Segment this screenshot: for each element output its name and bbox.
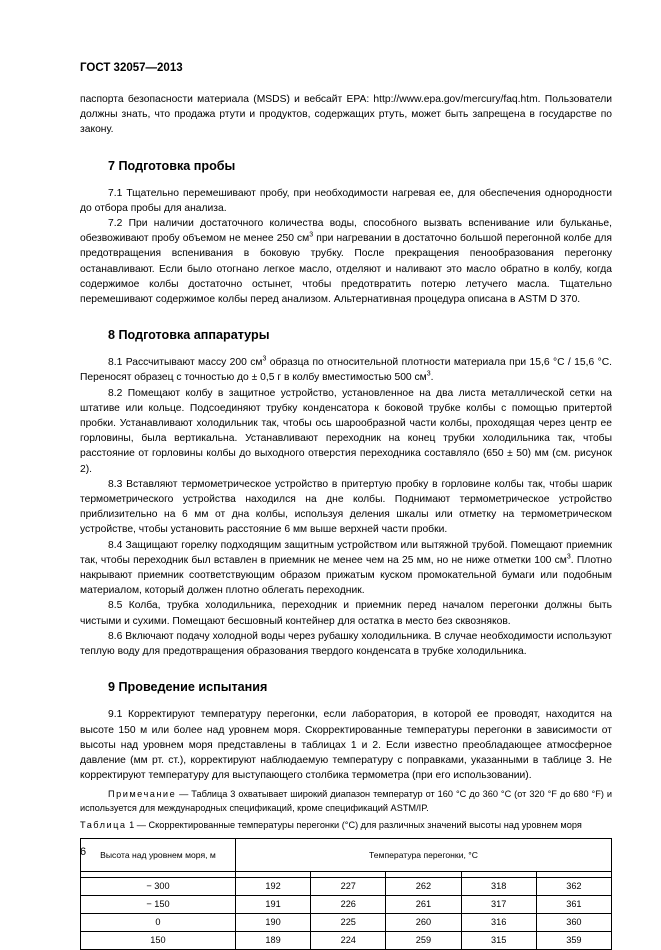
section-9-title: 9 Проведение испытания bbox=[108, 680, 268, 695]
temperature-cell: 225 bbox=[311, 914, 386, 932]
altitude-cell: 150 bbox=[81, 932, 236, 950]
table-1 bbox=[80, 838, 612, 950]
page-content bbox=[80, 92, 612, 950]
superscript-cubic: 3 bbox=[566, 553, 571, 561]
table-row bbox=[81, 914, 612, 932]
paragraph-7-2 bbox=[80, 216, 612, 307]
superscript-cubic: 3 bbox=[426, 371, 431, 379]
temperature-cell: 261 bbox=[386, 896, 461, 914]
table-1-caption bbox=[80, 818, 612, 832]
table-caption-text: 1 — Скорректированные температуры перегонки (°С) для различных значений высоты над уровнем моря bbox=[126, 820, 582, 831]
temperature-cell: 360 bbox=[536, 914, 611, 932]
standard-header: ГОСТ 32057—2013 bbox=[80, 62, 183, 74]
temperature-cell: 224 bbox=[311, 932, 386, 950]
superscript-cubic: 3 bbox=[262, 355, 267, 363]
paragraph-8-2: 8.2 Помещают колбу в защитное устройство, установленное на два листа металлической сетки на штативе или кольце. Подсоединяют трубку конденсатора к боковой трубке колбы с помощью притертой пробки. Устанавливают холодильник так, чтобы ось шарообразной части колбы, проходящая через центр ее горловины, была вертикальна. Устанавливают переходник на конец трубки холодильника так, чтобы расстояние от горловины колбы до выходного отверстия переходника составляло (650 ± 50) мм (см. рисунок 2). bbox=[80, 387, 612, 475]
paragraph-9-1: 9.1 Корректируют температуру перегонки, если лаборатория, в которой ее проводят, находится на высоте 150 м или более над уровнем моря. Скорректированные температуры перегонки в зависимости от высоты над уровнем моря представлены в таблицах 1 и 2. Если известно преобладающее атмосферное давление (мм рт. ст.), корректируют наблюдаемую температуру с поправками, указанными в таблице 3. Не корректируют температуру для выступающего столбика термометра (при его использовании). bbox=[80, 709, 612, 782]
paragraph-8-1-part-c: . bbox=[430, 372, 434, 384]
paragraph-8-6: 8.6 Включают подачу холодной воды через рубашку холодильника. В случае необходимости используют теплую воду для предотвращения образования твердого конденсата в трубке холодильника. bbox=[80, 630, 612, 658]
temperature-cell: 316 bbox=[461, 914, 536, 932]
temperature-cell: 260 bbox=[386, 914, 461, 932]
paragraph-8-5: 8.5 Колба, трубка холодильника, переходник и приемник перед началом перегонки должны быть чистыми и сухими. Помещают бесшовный контейнер для остатка в место без сквозняков. bbox=[80, 600, 612, 627]
altitude-cell: − 150 bbox=[81, 896, 236, 914]
superscript-cubic: 3 bbox=[309, 231, 314, 239]
note-label: Примечание bbox=[108, 789, 177, 800]
paragraph-8-4 bbox=[80, 538, 612, 599]
temperature-cell: 359 bbox=[536, 932, 611, 950]
section-7-title: 7 Подготовка пробы bbox=[108, 158, 236, 173]
temperature-cell: 361 bbox=[536, 896, 611, 914]
intro-paragraph: паспорта безопасности материала (MSDS) и вебсайт EPA: http://www.epa.gov/mercury/faq.htm. Пользователи должны знать, что продажа ртути и продуктов, содержащих ртуть, может быть запрещена в государстве по закону. bbox=[80, 94, 612, 136]
temperature-cell: 362 bbox=[536, 878, 611, 896]
table-row bbox=[81, 878, 612, 896]
temperature-cell: 189 bbox=[235, 932, 310, 950]
table-header-row bbox=[81, 839, 612, 872]
temperature-cell: 262 bbox=[386, 878, 461, 896]
paragraph-8-1-part-b: образца по относительной плотности материала при 15,6 °С / 15,6 °С. Переносят образец с точностью до ± 0,5 г в колбу вместимостью 500 см bbox=[80, 357, 612, 384]
temperature-cell: 190 bbox=[235, 914, 310, 932]
paragraph-8-4-part-b: . Плотно накрывают приемник соответствующим образом прижатым куском промокательной бумаги или подобным материалом, который должен плотно облегать переходник. bbox=[80, 554, 612, 597]
paragraph-7-2-part-b: при нагревании в достаточно большой перегонной колбе для предотвращения вспенивания в боковую трубку. После прекращения пенообразования перегонку останавливают. Если было отогнано легкое масло, отделяют и наливают это масло обратно в колбу, когда содержимое колбы достаточно остынет, чтобы предотвратить потерю летучего масла. Тщательно перемешивают содержимое колбы перед анализом. Альтернативная процедура описана в ASTM D 370. bbox=[80, 233, 612, 306]
temperature-cell: 318 bbox=[461, 878, 536, 896]
header-temperature: Температура перегонки, °С bbox=[235, 839, 611, 872]
paragraph-8-4-part-a: 8.4 Защищают горелку подходящим защитным устройством или вытяжной трубой. Помещают приемник так, чтобы переходник был вставлен в приемник не менее чем на 25 мм, но не ниже отметки 100 см bbox=[80, 539, 612, 566]
header-altitude: Высота над уровнем моря, м bbox=[81, 839, 236, 872]
table-caption-label: Таблица bbox=[80, 820, 127, 831]
paragraph-8-1-part-a: 8.1 Рассчитывают массу 200 см bbox=[108, 357, 263, 369]
section-8-title: 8 Подготовка аппаратуры bbox=[108, 328, 270, 343]
note bbox=[80, 787, 612, 815]
temperature-cell: 315 bbox=[461, 932, 536, 950]
temperature-cell: 317 bbox=[461, 896, 536, 914]
table-row bbox=[81, 896, 612, 914]
temperature-cell: 191 bbox=[235, 896, 310, 914]
temperature-cell: 226 bbox=[311, 896, 386, 914]
altitude-cell: 0 bbox=[81, 914, 236, 932]
temperature-cell: 227 bbox=[311, 878, 386, 896]
note-text: — Таблица 3 охватывает широкий диапазон температур от 160 °С до 360 °С (от 320 °F до 680 °F) и используется для международных спецификаций, кроме спецификаций ASTM/IP. bbox=[80, 789, 612, 814]
paragraph-7-2-part-a: 7.2 При наличии достаточного количества воды, способного вызвать вспенивание или бульканье, обезвоживают пробу объемом не менее 250 см bbox=[80, 218, 612, 245]
altitude-cell: − 300 bbox=[81, 878, 236, 896]
temperature-cell: 192 bbox=[235, 878, 310, 896]
temperature-cell: 259 bbox=[386, 932, 461, 950]
paragraph-7-1: 7.1 Тщательно перемешивают пробу, при необходимости нагревая ее, для обеспечения однородности до отбора пробы для анализа. bbox=[80, 187, 612, 214]
paragraph-8-3: 8.3 Вставляют термометрическое устройство в притертую пробку в горловине колбы так, чтобы шарик термометрического устройства находился на дне колбы. Поднимают термометрическое устройство приблизительно на 6 мм от дна колбы, используя деления шкалы или отметку на термометрическом устройстве, чтобы установить расстояние 6 мм выше верхней части пробки. bbox=[80, 478, 612, 536]
paragraph-8-1 bbox=[80, 355, 612, 385]
page-number: 6 bbox=[80, 846, 87, 858]
